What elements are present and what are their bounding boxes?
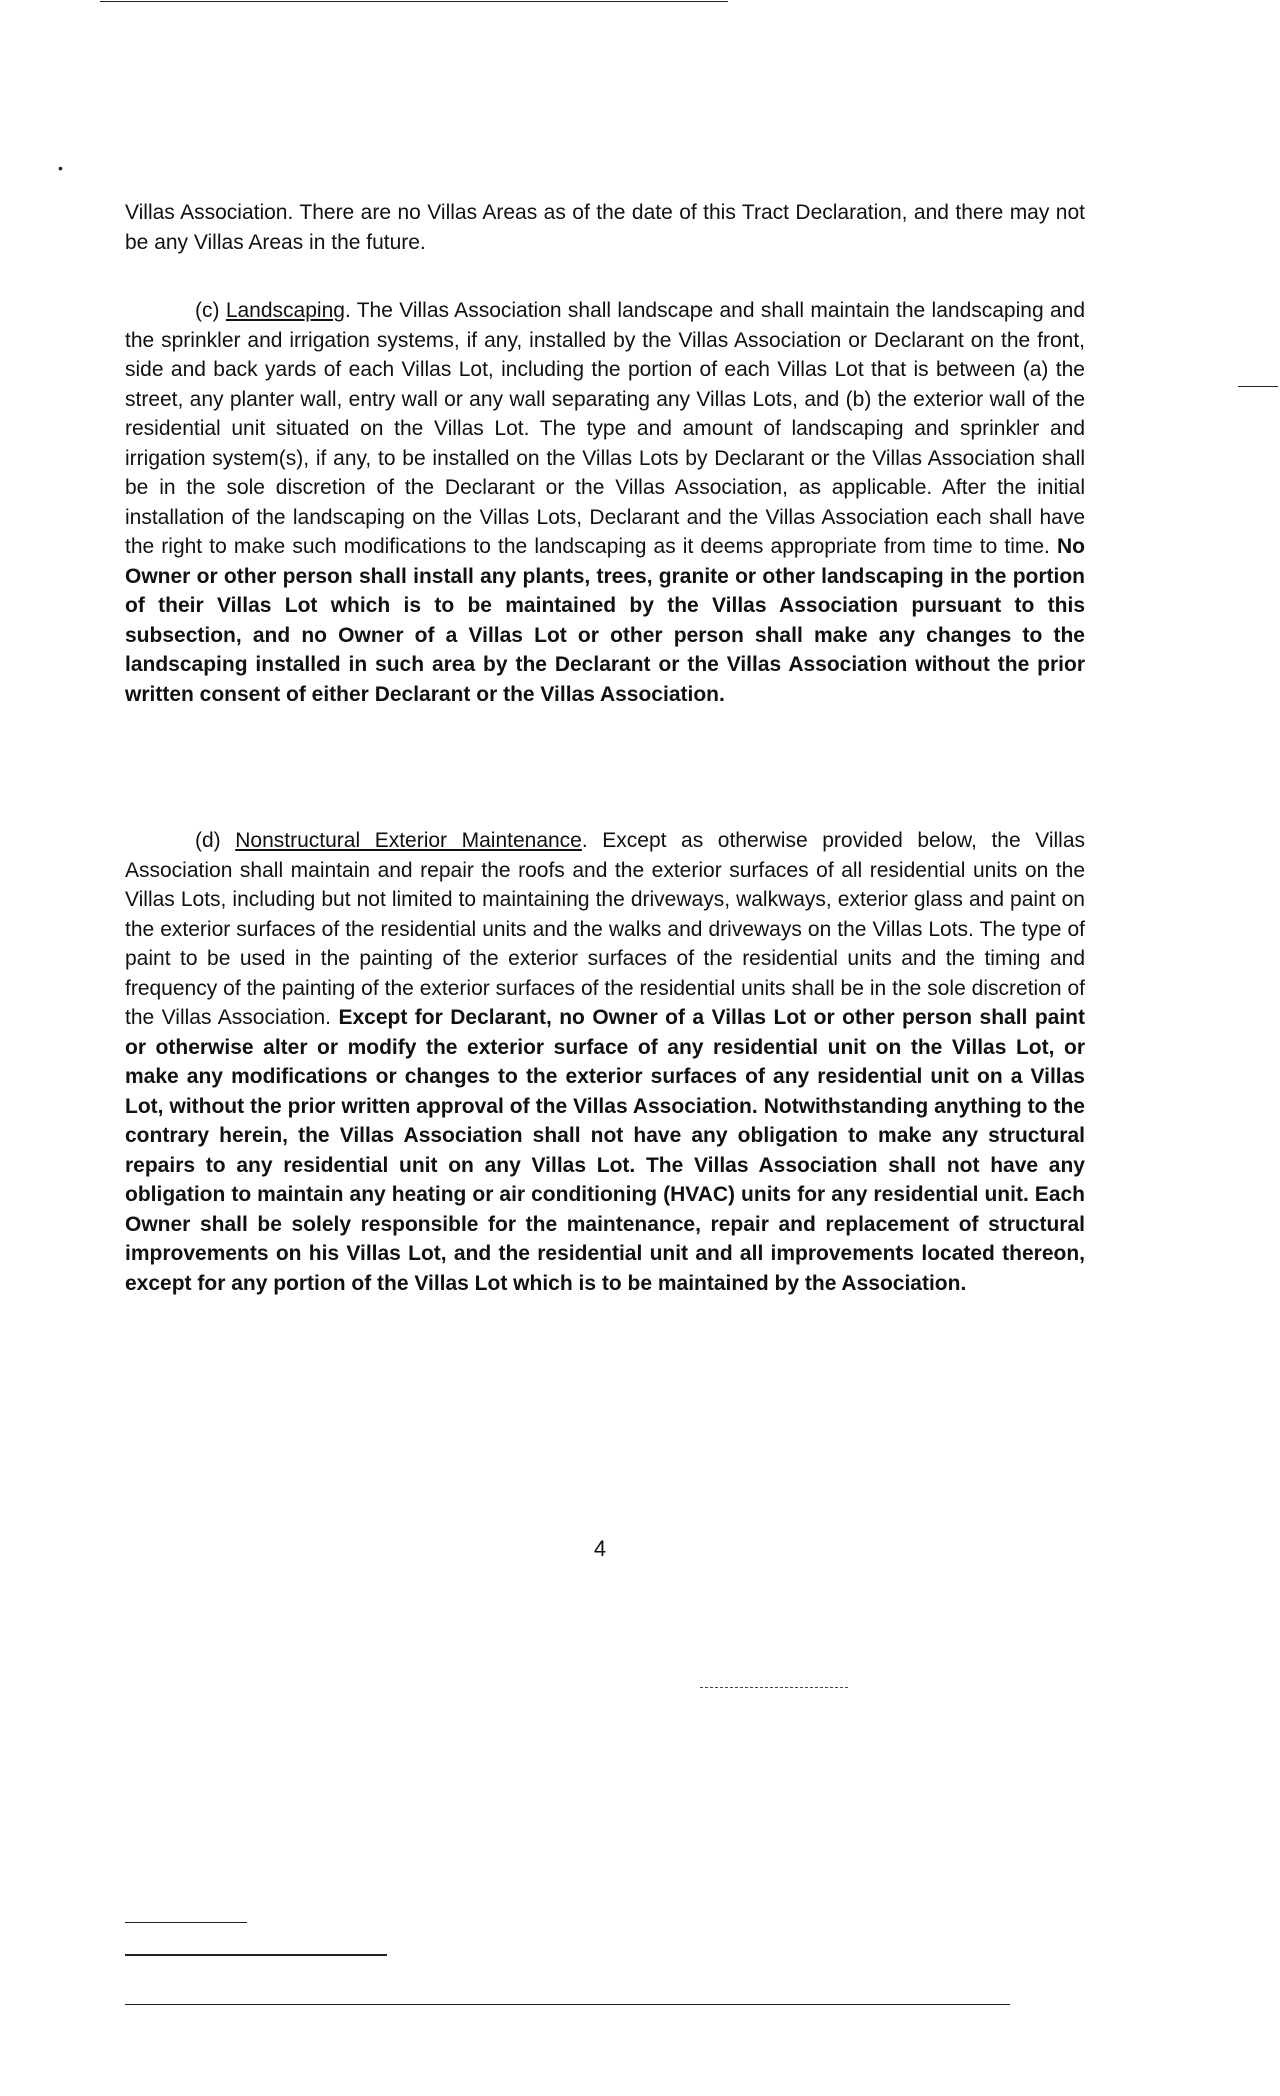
section-c-landscaping — [125, 296, 1085, 709]
margin-dot: • — [58, 160, 63, 176]
section-c-text: . The Villas Association shall landscape and shall maintain the landscaping and the sprinkler and irrigation systems, if any, installed by the Villas Association or Declarant on the front, side and back yards of each Villas Lot, including the portion of each Villas Lot that is between (a) the street, any planter wall, entry wall or any wall separating any Villas Lots, and (b) the exterior wall of the residential unit situated on the Villas Lot. The type and amount of landscaping and sprinkler and irrigation system(s), if any, to be installed on the Villas Lots by Declarant or the Villas Association shall be in the sole discretion of the Declarant or the Villas Association, as applicable. After the initial installation of the landscaping on the Villas Lots, Declarant and the Villas Association each shall have the right to make such modifications to the landscaping as it deems appropriate from time to time. — [125, 299, 1085, 558]
section-c-heading: Landscaping — [225, 299, 345, 322]
continuation-paragraph — [125, 198, 1085, 257]
section-c-marker: (c) — [195, 299, 220, 322]
section-d-marker: (d) — [195, 829, 221, 852]
footer-line-long — [125, 2004, 1010, 2005]
section-c-bold-text: No Owner or other person shall install any plants, trees, granite or other landscaping in the portion of their Villas Lot which is to be maintained by the Villas Association pursuant to this subsection, and no Owner of a Villas Lot or other person shall make any changes to the landscaping installed in such area by the Declarant or the Villas Association without the prior written consent of either Declarant or the Villas Association. — [125, 535, 1085, 706]
top-scan-line — [100, 1, 728, 2]
continuation-text: Villas Association. There are no Villas Areas as of the date of this Tract Declaration, and there may not be any Villas Areas in the future. — [125, 201, 1085, 254]
right-margin-dash — [1238, 386, 1278, 387]
section-d-text: . Except as otherwise provided below, the Villas Association shall maintain and repair the roofs and the exterior surfaces of all residential units on the Villas Lots, including but not limited to maintaining the driveways, walkways, exterior glass and paint on the exterior surfaces of the residential units and the walks and driveways on the Villas Lots. The type of paint to be used in the painting of the exterior surfaces of the residential units and the timing and frequency of the painting of the exterior surfaces of the residential units shall be in the sole discretion of the Villas Association. — [125, 829, 1086, 1029]
section-d-paragraph — [125, 826, 1085, 1298]
section-d-heading: Nonstructural Exterior Maintenance — [235, 829, 582, 852]
section-d-bold-text: Except for Declarant, no Owner of a Villas Lot or other person shall paint or otherwise alter or modify the exterior surface of any residential unit on the Villas Lot, or make any modifications or changes to the exterior surfaces of any residential unit on a Villas Lot, without the prior written approval of the Villas Association. Notwithstanding anything to the contrary herein, the Villas Association shall not have any obligation to make any structural repairs to any residential unit on any Villas Lot. The Villas Association shall not have any obligation to maintain any heating or air conditioning (HVAC) units for any residential unit. Each Owner shall be solely responsible for the maintenance, repair and replacement of structural improvements on his Villas Lot, and the residential unit and all improvements located thereon, except for any portion of the Villas Lot which is to be maintained by the Association. — [125, 1006, 1085, 1295]
section-d-exterior-maintenance — [125, 826, 1085, 1298]
footer-line-mid — [125, 1954, 387, 1956]
bottom-dashed-line — [700, 1687, 848, 1688]
footer-line-short — [125, 1922, 247, 1923]
section-c-paragraph — [125, 296, 1085, 709]
page-number: 4 — [593, 1536, 607, 1561]
